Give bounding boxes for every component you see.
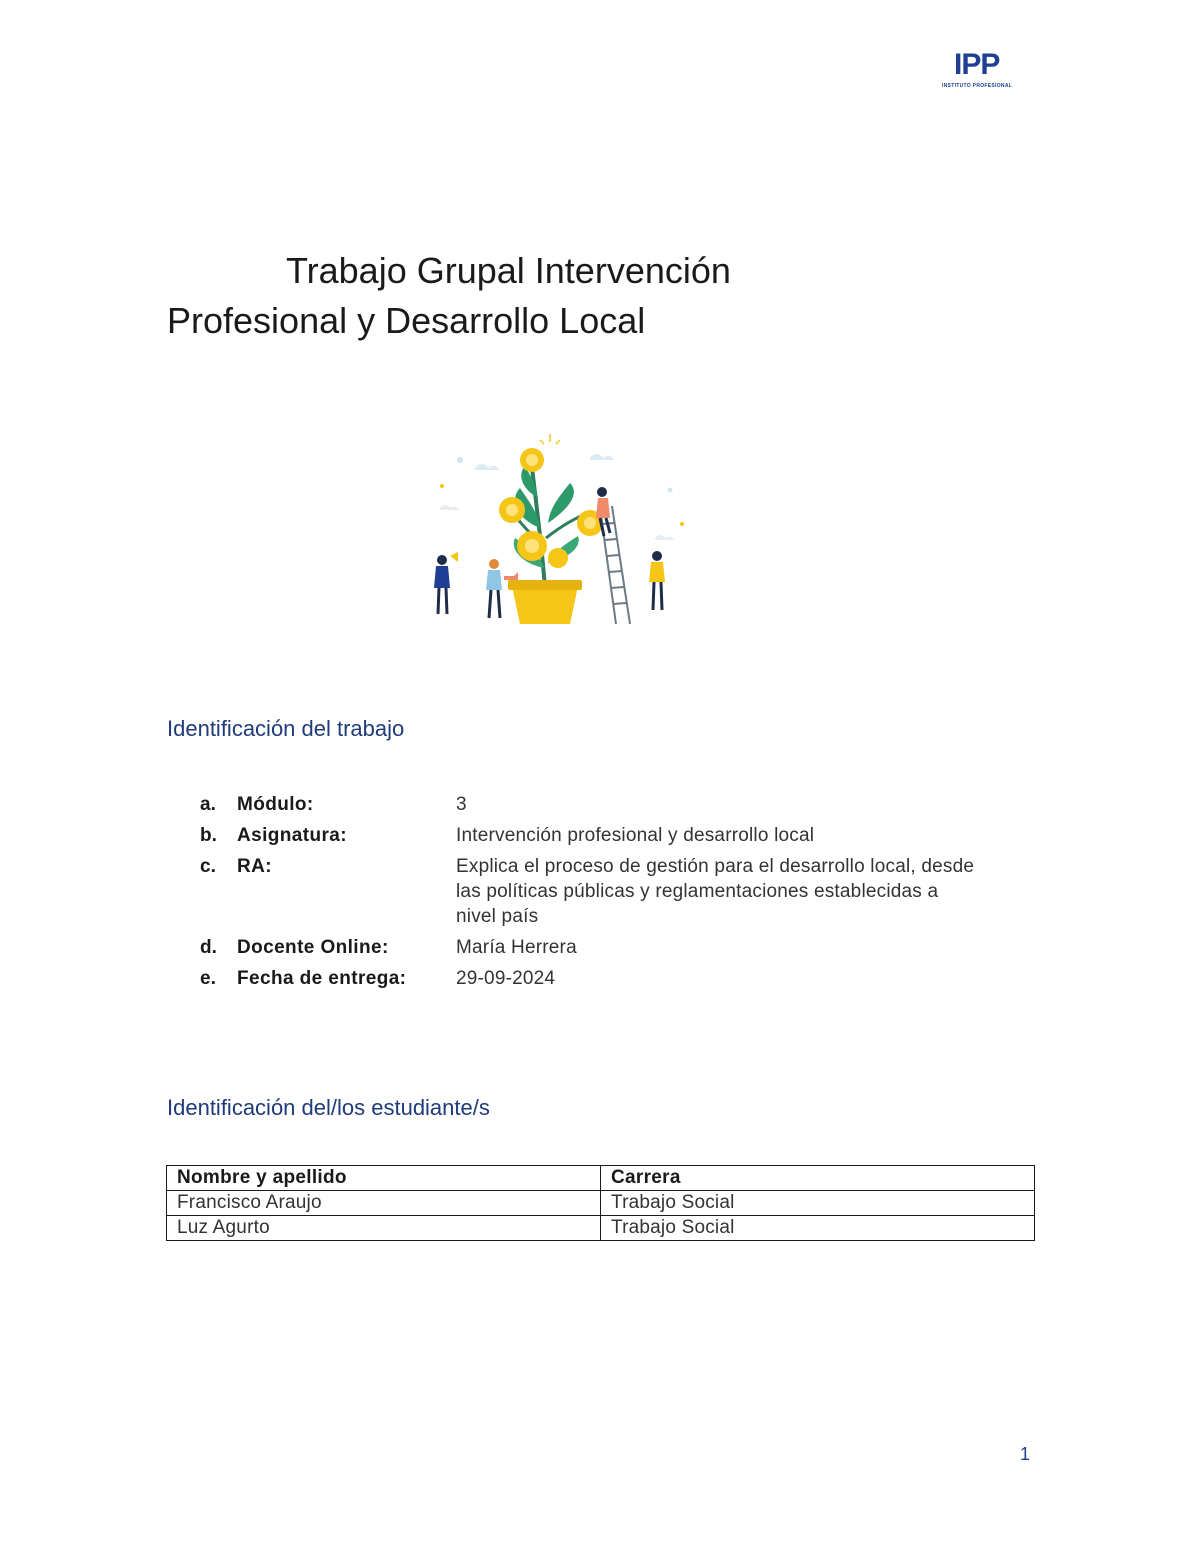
title-line-1: Trabajo Grupal Intervención	[286, 250, 731, 291]
info-value: María Herrera	[456, 937, 577, 958]
document-title	[167, 246, 927, 346]
info-row-docente	[200, 935, 1000, 960]
info-letter: a.	[200, 794, 216, 815]
student-career: Trabajo Social	[601, 1191, 1035, 1216]
info-row-fecha	[200, 966, 1000, 991]
info-row-modulo	[200, 792, 1000, 817]
info-row-ra	[200, 854, 1000, 929]
growing-plant-team-illustration	[420, 428, 690, 638]
page-number: 1	[1020, 1444, 1031, 1464]
illustration-svg	[420, 428, 690, 638]
info-value: 3	[456, 794, 467, 815]
info-label: Módulo:	[237, 794, 314, 815]
info-letter: d.	[200, 937, 217, 958]
student-name: Francisco Araujo	[167, 1191, 601, 1216]
info-letter: c.	[200, 856, 216, 877]
info-letter: e.	[200, 968, 216, 989]
info-value: 29-09-2024	[456, 968, 556, 989]
work-info-list	[200, 792, 1000, 997]
info-label: Fecha de entrega:	[237, 968, 407, 989]
info-letter: b.	[200, 825, 217, 846]
logo-subtitle: INSTITUTO PROFESIONAL	[942, 83, 1013, 89]
table-row	[167, 1216, 1035, 1241]
info-label: RA:	[237, 856, 272, 877]
students-table	[166, 1165, 1035, 1241]
table-row	[167, 1191, 1035, 1216]
info-value: Intervención profesional y desarrollo local	[456, 825, 815, 846]
column-header-carrera: Carrera	[601, 1166, 1035, 1191]
title-line-2: Profesional y Desarrollo Local	[167, 300, 646, 341]
column-header-nombre: Nombre y apellido	[167, 1166, 601, 1191]
student-name: Luz Agurto	[167, 1216, 601, 1241]
logo-mark: IPP	[954, 48, 1000, 81]
info-value: Explica el proceso de gestión para el desarrollo local, desde las políticas públicas y reglamentaciones establecidas a nivel país	[456, 856, 975, 927]
info-row-asignatura	[200, 823, 1000, 848]
info-label: Asignatura:	[237, 825, 347, 846]
student-career: Trabajo Social	[601, 1216, 1035, 1241]
institution-logo	[938, 48, 1022, 92]
table-header-row	[167, 1166, 1035, 1191]
section-heading-trabajo: Identificación del trabajo	[167, 716, 405, 741]
info-label: Docente Online:	[237, 937, 389, 958]
section-heading-estudiantes: Identificación del/los estudiante/s	[167, 1095, 490, 1120]
